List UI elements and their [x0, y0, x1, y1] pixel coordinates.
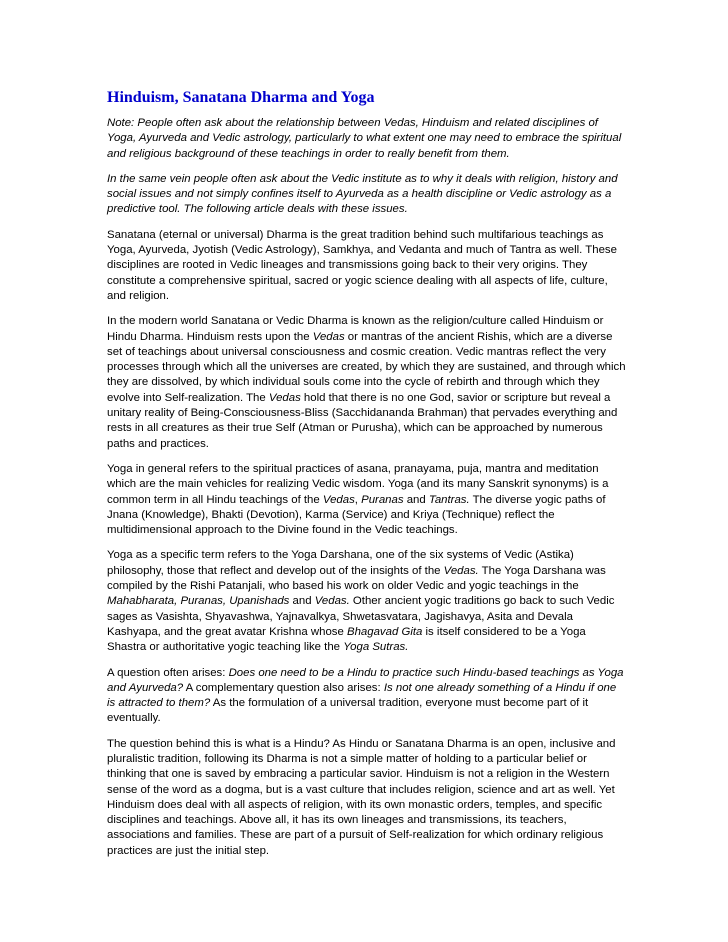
paragraph-what-is-hindu: The question behind this is what is a Hindu? As Hindu or Sanatana Dharma is an open, inclusive and pluralistic tradition, following its Dharma is not a simple matter of holding to a particular belief or thinking that one is saved by embracing a particular savior. Hinduism is not a religion in the Western sense of the word as a dogma, but is a vast culture that includes religion, science and art as well. Yet Hinduism does deal with all aspects of religion, with its own monastic orders, temples, and specific disciplines and teachings. Above all, it has its own lineages and transmissions, its teachers, associations and families. These are part of a pursuit of Self-realization for which ordinary religious practices are just the initial step.	[107, 737, 616, 857]
text-run: hold that there is no one God, savior or scripture but reveal a unitary reality of Being-Consciousness-Bliss (Sacchidananda Brahman) that pervades everything and rests in all creatures as their true Self (Atman or Purusha), which can be approached by numerous paths and practices.	[107, 391, 618, 450]
text-run: and	[289, 595, 315, 608]
italic-run: Is not one already something of a Hindu if one is attracted to them?	[107, 681, 617, 710]
note-paragraph: Note: People often ask about the relationship between Vedas, Hinduism and related disciplines of Yoga, Ayurveda and Vedic astrology, particularly to what extent one may need to embrace the spiritual and religious background of these teachings in order to really benefit from them.	[107, 117, 622, 160]
italic-run: Vedas.	[314, 595, 350, 608]
italic-run: Mahabharata, Puranas, Upanishads	[107, 595, 290, 608]
italic-run: Bhagavad Gita	[347, 625, 423, 638]
paragraph-hinduism	[107, 314, 627, 452]
paragraph-yoga-darshana	[107, 548, 627, 655]
text-run: Yoga in general refers to the spiritual practices of asana, pranayama, puja, mantra and meditation which are the main vehicles for realizing Vedic wisdom. Yoga (and its many Sanskrit synonyms) is a common term in all Hindu teachings of the	[107, 462, 609, 506]
text-run: is itself considered to be a Yoga Shastra or authoritative yogic teaching like the	[107, 625, 586, 654]
italic-run: Yoga Sutras.	[343, 641, 409, 654]
text-run: Other ancient yogic traditions go back to such Vedic sages as Vasishta, Shyavashwa, Yajnavalkya, Shwetasvatara, Jagishavya, Asita and Devala Kashyapa, and the great avatar Krishna whose	[107, 595, 615, 638]
text-run: The diverse yogic paths of Jnana (Knowledge), Bhakti (Devotion), Karma (Service) and Kriya (Technique) reflect the multidimensional approach to the Divine found in the Vedic teachings.	[107, 493, 606, 537]
italic-run: Vedas	[312, 330, 345, 343]
text-run: A complementary question also arises:	[183, 681, 384, 694]
text-run: Yoga as a specific term refers to the Yoga Darshana, one of the six systems of Vedic (Astika) philosophy, those that reflect and develop out of the insights of the	[107, 549, 574, 577]
paragraph-sanatana-dharma: Sanatana (eternal or universal) Dharma is the great tradition behind such multifarious teachings as Yoga, Ayurveda, Jyotish (Vedic Astrology), Samkhya, and Vedanta and much of Tantra as well. These disciplines are rooted in Vedic lineages and transmissions going back to their very origins. They constitute a comprehensive spiritual, sacred or yogic science dealing with all aspects of life, culture, and religion.	[107, 228, 617, 302]
article	[107, 88, 627, 869]
paragraph-question	[107, 666, 627, 727]
note-paragraph-2: In the same vein people often ask about the Vedic institute as to why it deals with religion, history and social issues and not simply confines itself to Ayurveda as a health discipline or Vedic astrology as a predictive tool. The following article deals with these issues.	[107, 172, 618, 216]
text-run: A question often arises:	[107, 666, 229, 679]
italic-run: Does one need to be a Hindu to practice such Hindu-based teachings as Yoga and Ayurveda?	[107, 666, 624, 694]
text-run: ,	[354, 493, 362, 506]
italic-run: Vedas	[322, 493, 355, 506]
text-run: or mantras of the ancient Rishis, which are a diverse set of teachings about universal consciousness and cosmic creation. Vedic mantras reflect the very processes through which all the universes are created, by which they are sustained, and through which they are dissolved, by which individual souls come into the cycle of rebirth and through which they evolve into Self-realization. The	[107, 330, 626, 404]
text-run: As the formulation of a universal tradition, everyone must become part of it eventually.	[107, 697, 589, 725]
text-run: and	[403, 493, 429, 506]
paragraph-yoga-general	[107, 462, 627, 538]
italic-run: Vedas	[268, 391, 301, 404]
text-run: In the modern world Sanatana or Vedic Dharma is known as the religion/culture called Hinduism or Hindu Dharma. Hinduism rests upon the	[107, 315, 604, 343]
text-run: The Yoga Darshana was compiled by the Rishi Patanjali, who based his work on older Vedic and yogic teachings in the	[107, 564, 606, 593]
italic-run: Vedas.	[443, 564, 479, 577]
italic-run: Tantras.	[428, 493, 470, 506]
article-title: Hinduism, Sanatana Dharma and Yoga	[107, 89, 375, 106]
italic-run: Puranas	[361, 493, 404, 506]
